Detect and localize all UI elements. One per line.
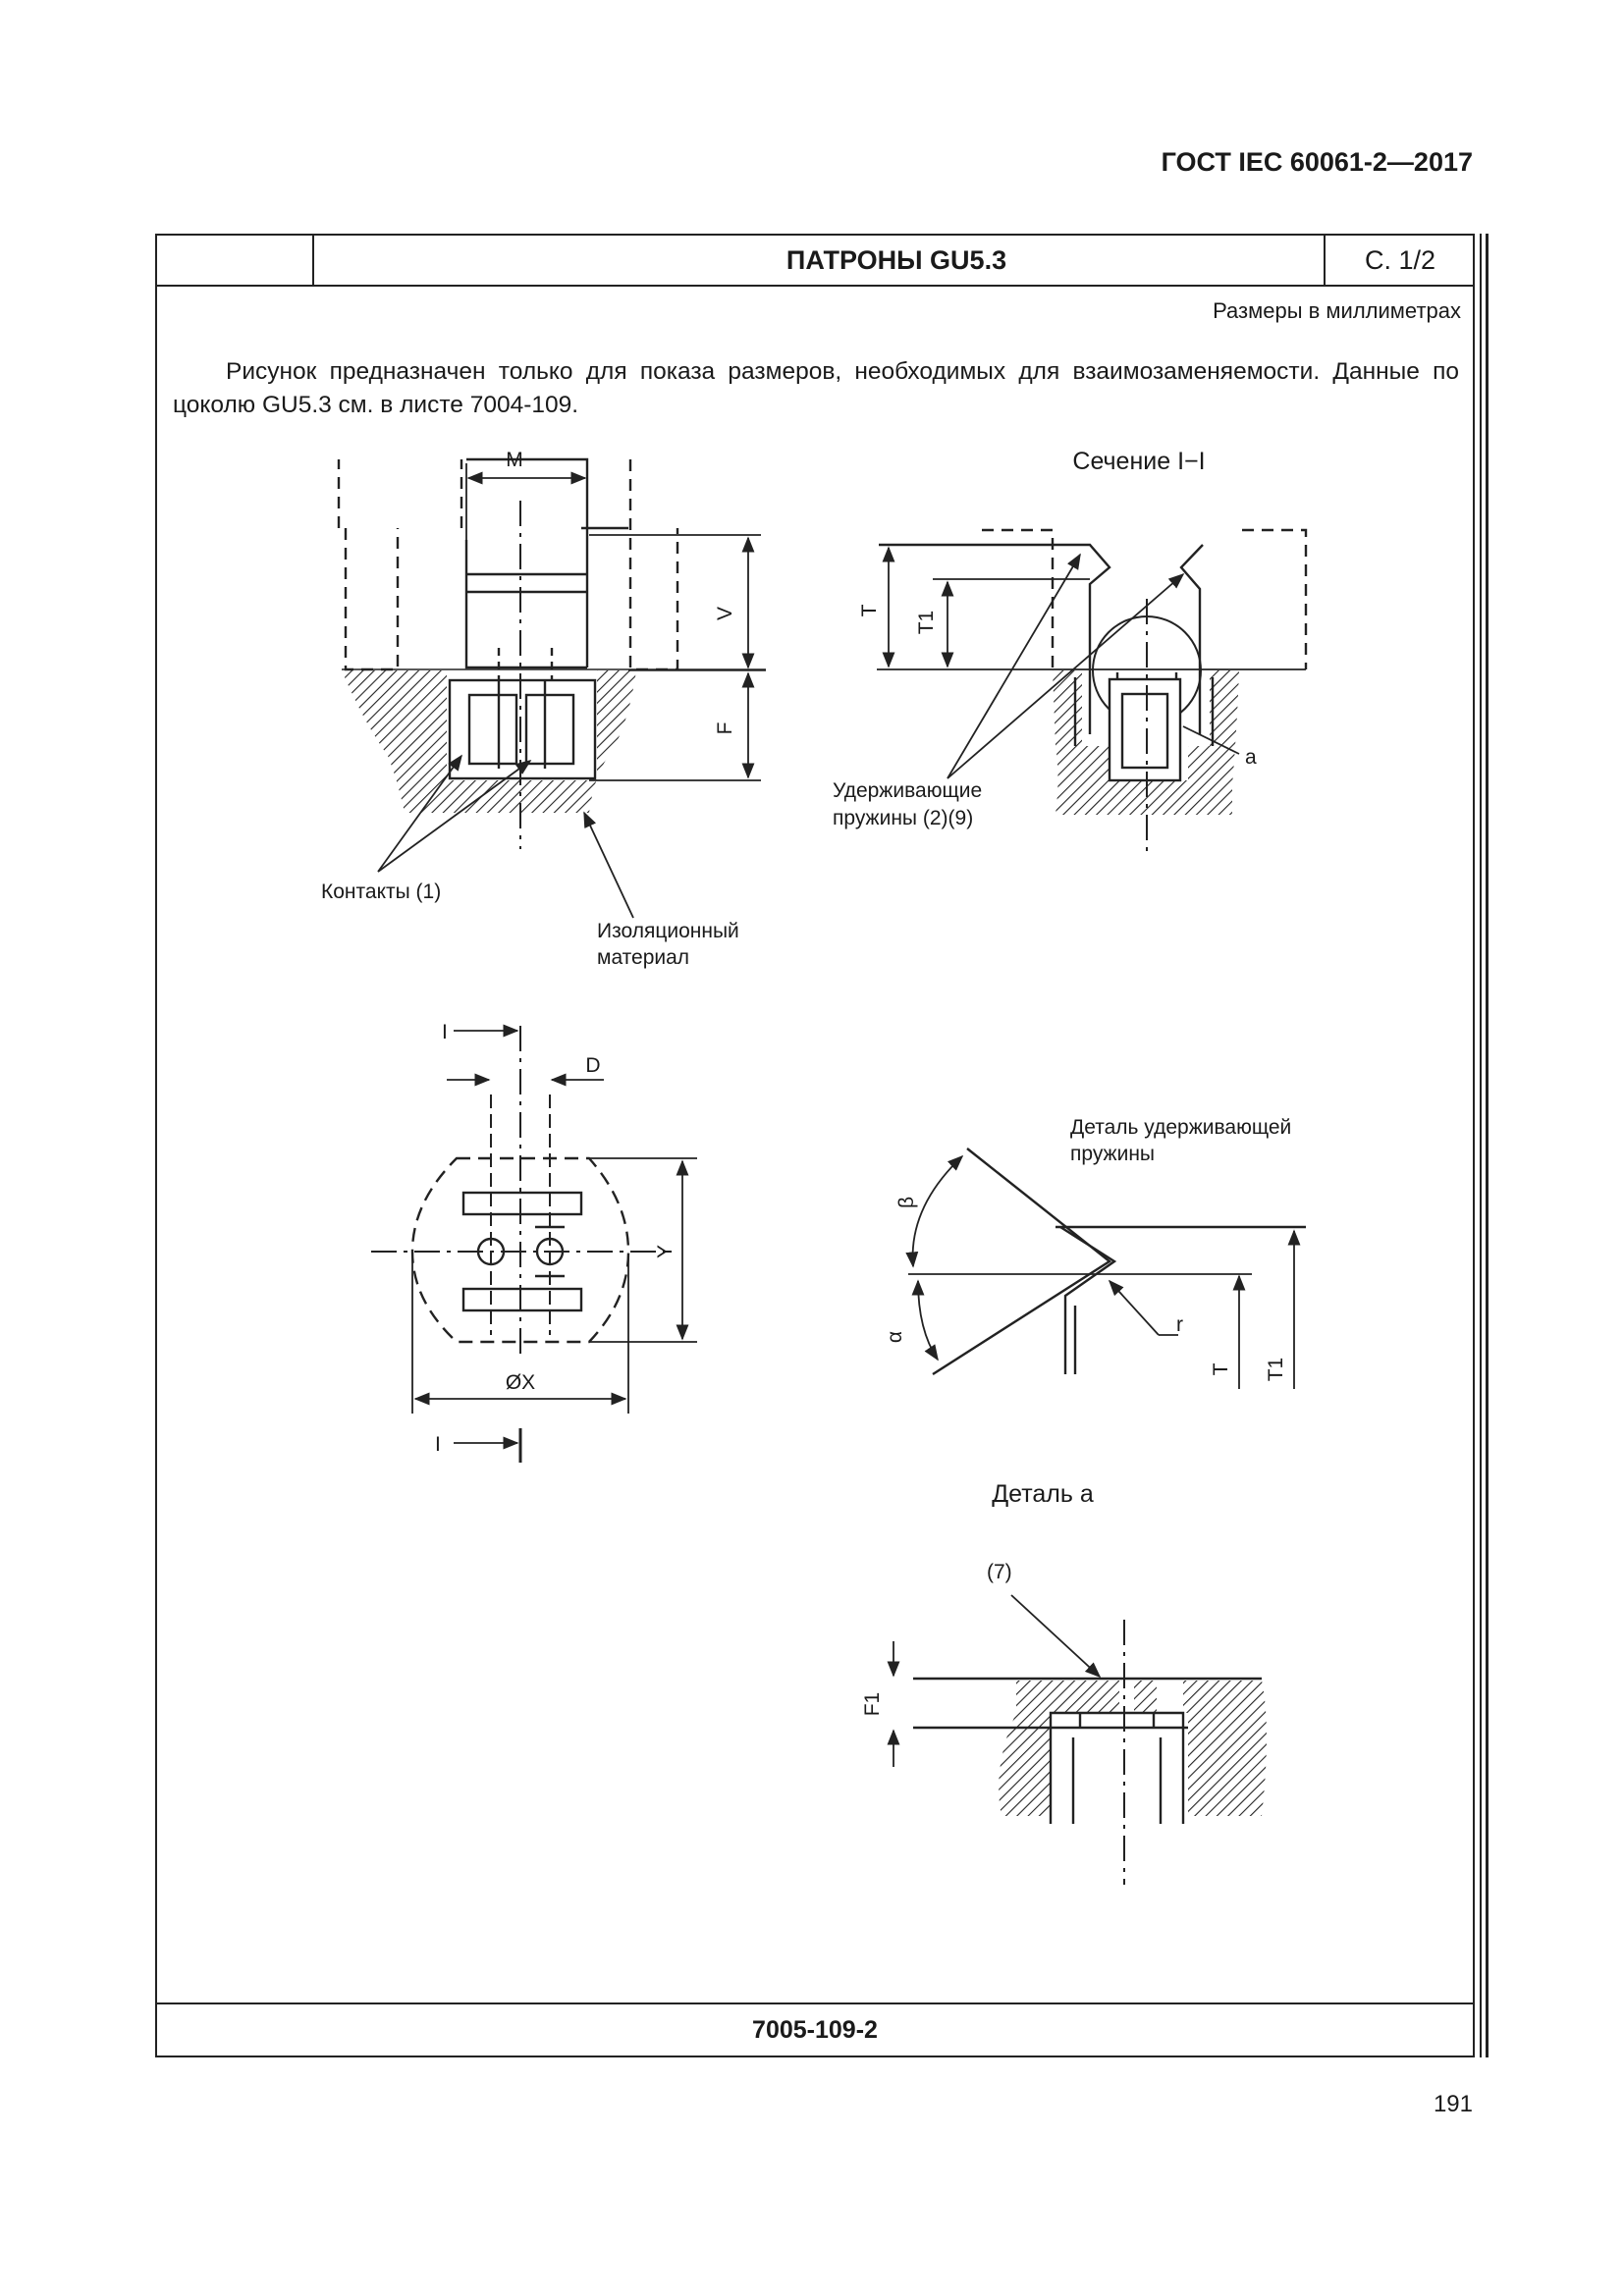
plan-dim-y: Y xyxy=(654,1244,677,1259)
spring-alpha: α xyxy=(884,1330,906,1344)
standard-designation: ГОСТ IEC 60061-2—2017 xyxy=(1161,147,1473,177)
spring-beta: β xyxy=(895,1196,918,1209)
sheet-number: С. 1/2 xyxy=(1324,236,1475,285)
spring-detail-title-line2: пружины xyxy=(1070,1143,1156,1165)
dim-v-label: V xyxy=(714,606,736,621)
detail-a-hatch xyxy=(999,1681,1267,1816)
detail-a-dim-f1: F1 xyxy=(861,1691,884,1717)
springs-label-line1: Удерживающие xyxy=(833,779,983,802)
sheet-title: ПАТРОНЫ GU5.3 xyxy=(785,245,1007,275)
section-mark-top: I xyxy=(442,1021,448,1043)
page-number: 191 xyxy=(1433,2091,1473,2117)
dim-f-label: F xyxy=(714,721,736,735)
sheet-code: 7005-109-2 xyxy=(157,2002,1473,2056)
dim-m-label: M xyxy=(506,449,523,471)
spring-detail-title-line1: Деталь удерживающей xyxy=(1070,1116,1292,1139)
detail-a-mark: a xyxy=(1245,746,1257,769)
detail-a-ref: (7) xyxy=(987,1561,1012,1583)
contacts-label: Контакты (1) xyxy=(321,881,442,903)
section-view xyxy=(879,530,1306,780)
detail-a-title: Деталь а xyxy=(992,1480,1094,1508)
spring-dim-t: T xyxy=(1210,1362,1232,1376)
section-title: Сечение I−I xyxy=(1072,448,1206,475)
section-core xyxy=(1110,679,1180,780)
plan-dim-d: D xyxy=(585,1054,601,1077)
description-paragraph: Рисунок предназначен только для показа размеров, необходимых для взаимозаменяемости. Данные по цоколю GU5.3 см. в листе 7004-109. xyxy=(173,358,1459,418)
plan-dim-x: ØX xyxy=(505,1371,536,1394)
spring-detail-view xyxy=(933,1148,1306,1374)
section-dim-t1: T1 xyxy=(915,610,938,635)
insulation-label-line2: материал xyxy=(597,946,690,969)
spring-radius: r xyxy=(1176,1313,1183,1336)
section-dim-t: T xyxy=(858,604,881,617)
units-note: Размеры в миллиметрах xyxy=(1213,298,1461,323)
insulation-label-line1: Изоляционный xyxy=(597,920,739,942)
section-mark-bottom: I xyxy=(435,1433,441,1456)
spring-dim-t1: T1 xyxy=(1265,1357,1287,1382)
springs-label-line2: пружины (2)(9) xyxy=(833,807,974,829)
